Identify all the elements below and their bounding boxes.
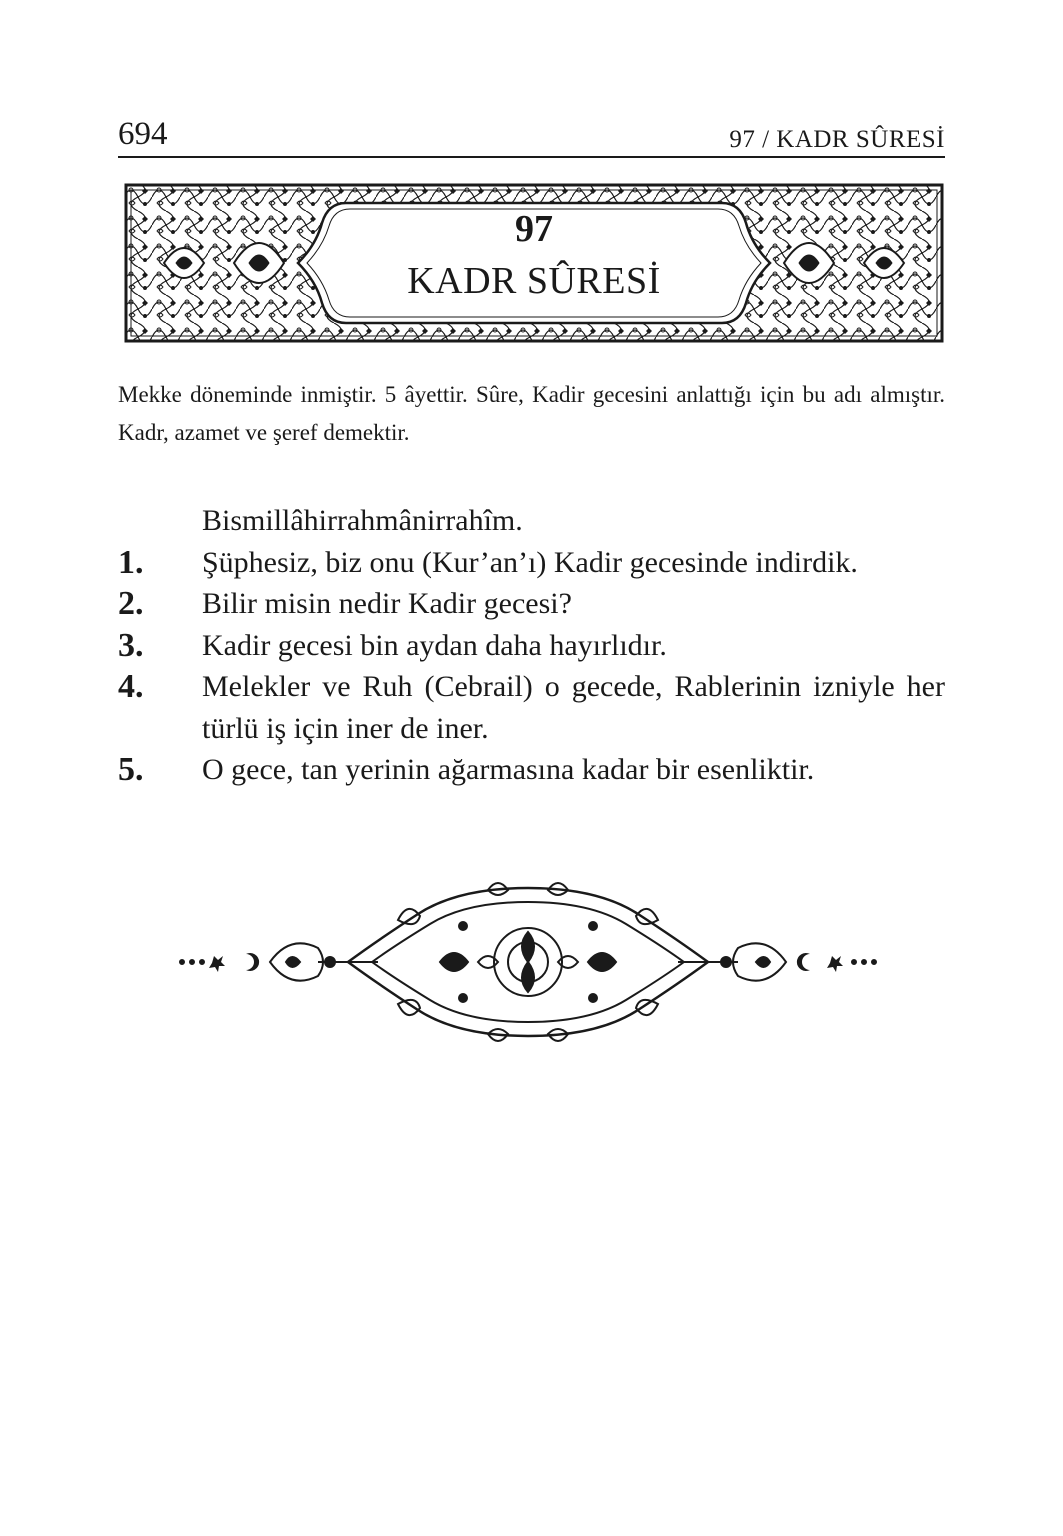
- verse-text: Şüphesiz, biz onu (Kur’an’ı) Kadir gecesinde indirdik.: [202, 545, 858, 579]
- verse-text: Bilir misin nedir Kadir gecesi?: [202, 587, 572, 620]
- verse-1: [118, 542, 945, 584]
- closing-ornament: [178, 880, 878, 1070]
- sura-name: KADR SÛRESİ: [407, 260, 661, 302]
- verse-number: 1.: [118, 543, 144, 581]
- verse-number: 4.: [118, 668, 144, 705]
- sura-number: 97: [515, 208, 553, 250]
- verse-text-continuation: türlü iş için iner de iner.: [202, 711, 489, 745]
- header-rule: [118, 156, 945, 158]
- page-header: [118, 112, 945, 156]
- basmala: Bismillâhirrahmânirrahîm.: [202, 504, 523, 537]
- verse-4: [118, 666, 945, 708]
- sura-introduction: Mekke döneminde inmiştir. 5 âyettir. Sûre, Kadir gecesini anlattığı için bu adı almıştır. Kadr, azamet ve şeref demektir.: [118, 382, 945, 445]
- verse-number: 5.: [118, 751, 144, 788]
- verse-5: [118, 749, 945, 791]
- verse-number: 3.: [118, 626, 144, 664]
- verse-text: O gece, tan yerinin ağarmasına kadar bir esenliktir.: [202, 753, 815, 786]
- verse-text: Melekler ve Ruh (Cebrail) o gecede, Rablerinin izniyle her: [202, 670, 945, 703]
- running-title: 97 / KADR SÛRESİ: [729, 126, 945, 153]
- verse-4-continuation: [118, 708, 945, 750]
- sura-title-banner: [124, 183, 944, 343]
- verse-3: [118, 625, 945, 667]
- basmala-line: [118, 500, 945, 542]
- page-number: 694: [118, 116, 168, 152]
- verse-list: [118, 500, 945, 791]
- verse-number: 2.: [118, 585, 144, 622]
- verse-2: [118, 583, 945, 625]
- verse-text: Kadir gecesi bin aydan daha hayırlıdır.: [202, 628, 667, 662]
